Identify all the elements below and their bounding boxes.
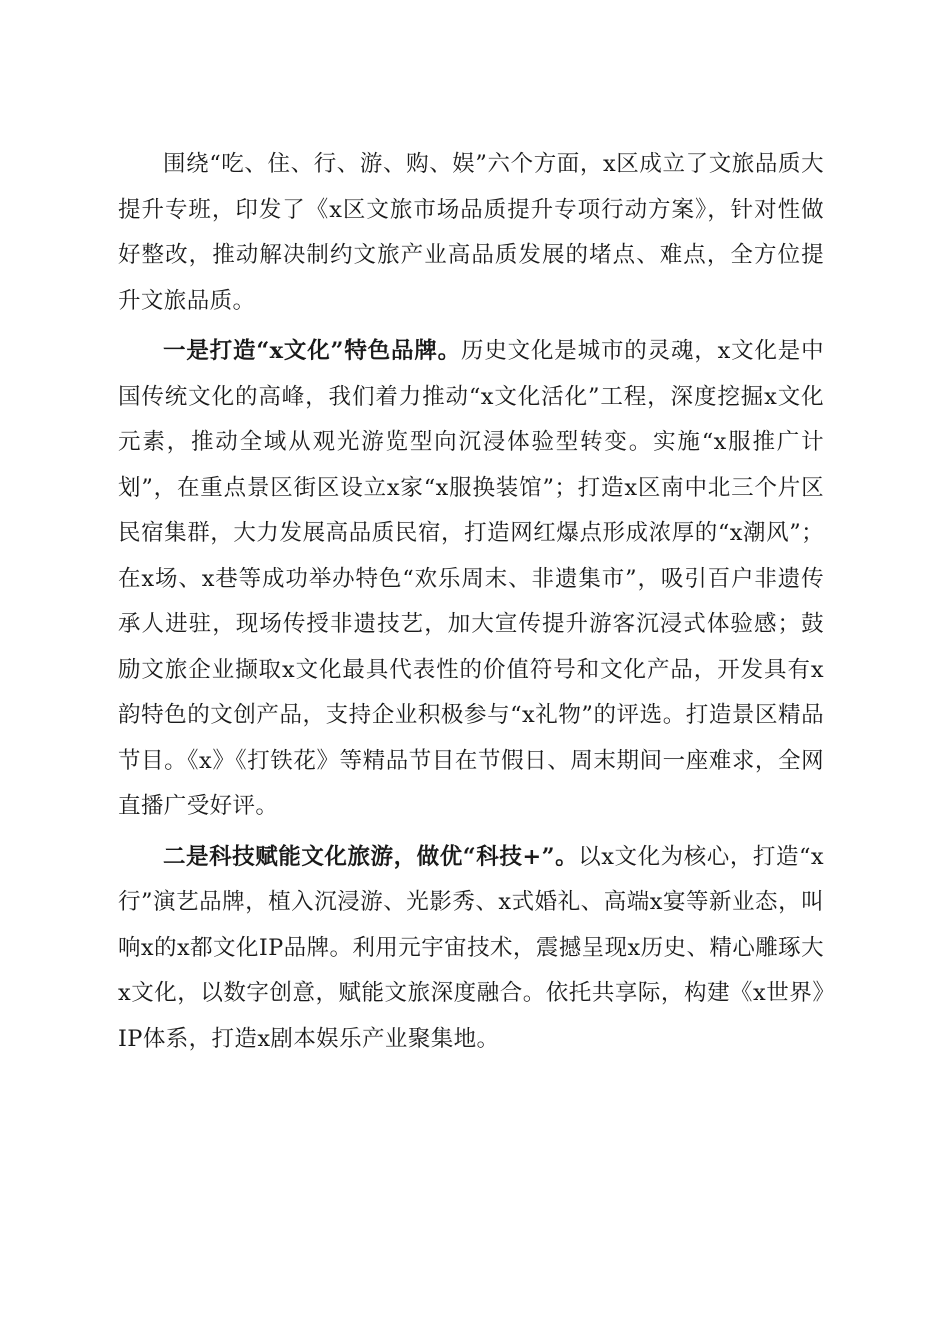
paragraph-lead: 二是科技赋能文化旅游，做优“科技+”。 — [163, 843, 579, 870]
paragraph-text: 围绕“吃、住、行、游、购、娱”六个方面，x区成立了文旅品质大提升专班，印发了《x区文旅市场品质提升专项行动方案》，针对性做好整改，推动解决制约文旅产业高品质发展的堵点、难点，全方位提升文旅品质。 — [118, 151, 824, 314]
paragraph-text: 以x文化为核心，打造“x行”演艺品牌，植入沉浸游、光影秀、x式婚礼、高端x宴等新业态，叫响x的x都文化IP品牌。利用元宇宙技术，震撼呈现x历史、精心雕琢大x文化，以数字创意，赋能文旅深度融合。依托共享际，构建《x世界》IP体系，打造x剧本娱乐产业聚集地。 — [118, 843, 824, 1052]
paragraph-lead: 一是打造“x文化”特色品牌。 — [163, 338, 461, 364]
paragraph-tech-empowerment — [118, 835, 824, 1063]
document-body — [118, 142, 824, 1067]
paragraph-intro — [118, 142, 824, 324]
paragraph-culture-brand — [118, 329, 824, 830]
paragraph-text: 历史文化是城市的灵魂，x文化是中国传统文化的高峰，我们着力推动“x文化活化”工程，深度挖掘x文化元素，推动全域从观光游览型向沉浸体验型转变。实施“x服推广计划”，在重点景区街区设立x家“x服换装馆”；打造x区南中北三个片区民宿集群，大力发展高品质民宿，打造网红爆点形成浓厚的“x潮风”；在x场、x巷等成功举办特色“欢乐周末、非遗集市”，吸引百户非遗传承人进驻，现场传授非遗技艺，加大宣传提升游客沉浸式体验感；鼓励文旅企业撷取x文化最具代表性的价值符号和文化产品，开发具有x韵特色的文创产品，支持企业积极参与“x礼物”的评选。打造景区精品节目。《x》《打铁花》等精品节目在节假日、周末期间一座难求，全网直播广受好评。 — [118, 338, 825, 819]
